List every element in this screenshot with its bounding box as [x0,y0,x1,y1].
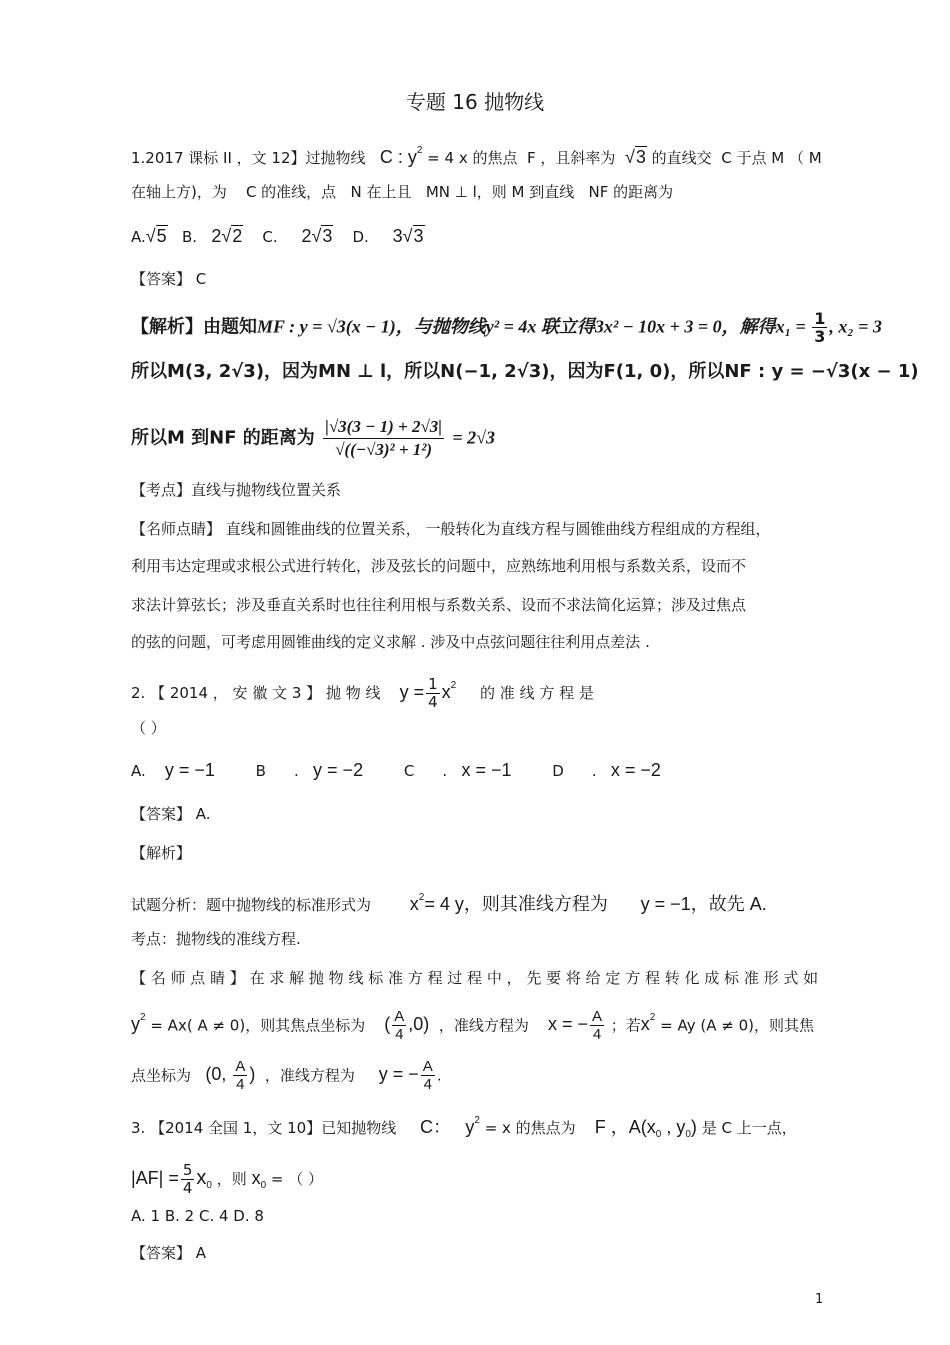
problem-2-tip-2: $y^2 = Ax$( A ≠ 0)，则其焦点坐标为 ( $\frac{A}{4}$ ,0) ，准线方程为 x = − $\frac{A}{4}$ ；若$x^2 = Ay$ (A ≠ 0)，则其焦 [131,1008,814,1043]
problem-1-stem: 1.2017 课标 II ，文 12】过抛物线 C : $y^2 = 4$ x 的焦点 F ，且斜率为 √3 的直线交 C 于点 M （ M [131,145,822,167]
problem-2-topic: 考点：抛物线的准线方程. [131,930,301,948]
problem-1-options: A.√5 B. 2√2 C. 2√3 D. 3√3 [131,226,424,246]
problem-1-solution-2: 所以M(3, 2√3)，因为MN ⊥ l，所以N(−1, 2√3)，因为F(1, 0)，所以NF : y = −√3(x − 1) [131,361,919,382]
problem-2-answer: 【答案】 A. [131,805,211,823]
problem-2-stem: 2. 【 2014 ， 安 徽 文 3 】 抛 物 线 y = $\frac{1}{4}$ $x^2$ 的 准 线 方 程 是 [131,675,594,711]
problem-1-stem-2: 在轴上方)，为 C 的准线，点 N 在上且 MN ⊥ l，则 M 到直线 NF 的距离为 [131,183,674,201]
problem-3-options: A. 1 B. 2 C. 4 D. 8 [131,1207,264,1225]
problem-1-topic: 【考点】直线与抛物线位置关系 [131,481,342,499]
problem-2-paren: （ ） [131,719,166,737]
problem-1-solution-1: 【解析】由题知MF : y = √3(x − 1)，与抛物线y² = 4x 联立得3x² − 10x + 3 = 0，解得x₁ = $\frac{1}{3}$ , x₂ = 3 [131,309,882,346]
page-number: 1 [815,1292,824,1307]
problem-2-tip-3: 点坐标为 (0, $\frac{A}{4}$ ) ，准线方程为 y = − $\frac{A}{4}$ . [131,1058,442,1093]
problem-2-solution-heading: 【解析】 [131,844,192,862]
problem-1-tip-4: 的弦的问题，可考虑用圆锥曲线的定义求解 . 涉及中点弦问题往往利用点差法 . [131,633,650,651]
problem-3-stem: 3. 【2014 全国 1，文 10】已知抛物线 C： $y^2 = x$ 的焦点为 F ，$A(x_0$ , $y_0$) 是 C 上一点， [131,1115,797,1140]
problem-2-tip-1: 【 名 师 点 睛 】 在 求 解 抛 物 线 标 准 方 程 过 程 中 ， 先 要 将 给 定 方 程 转 化 成 标 准 形 式 如 [131,969,819,987]
problem-1-tip-2: 利用韦达定理或求根公式进行转化，涉及弦长的问题中，应熟练地利用根与系数关系，设而不 [131,557,747,575]
problem-1-tip-3: 求法计算弦长；涉及垂直关系时也往往利用根与系数关系、设而不求法简化运算；涉及过焦点 [131,596,747,614]
problem-3-answer: 【答案】 A [131,1244,207,1262]
problem-1-tip-1: 【名师点睛】 直线和圆锥曲线的位置关系， 一般转化为直线方程与圆锥曲线方程组成的方程组， [131,520,771,538]
problem-3-stem-2: |AF| = $\frac{5}{4}$ $x_0$ ，则 $x_0$ = （ ） [131,1161,324,1197]
page-title: 专题 16 抛物线 [405,90,545,114]
problem-1-solution-3: 所以M 到NF 的距离为 $\frac{|√3(3 - 1) + 2√3|}{\text{√((−√3)² + 1²)}}$ = 2√3 [131,417,495,459]
problem-2-analysis: 试题分析：题中抛物线的标准形式为 $x^2= 4$ y，则其准线方程为 y = −1，故先 A. [131,892,767,914]
problem-1-answer: 【答案】 C [131,270,207,288]
problem-2-options: A. y = −1 B . y = −2 C . x = −1 D . x = −2 [131,760,661,780]
